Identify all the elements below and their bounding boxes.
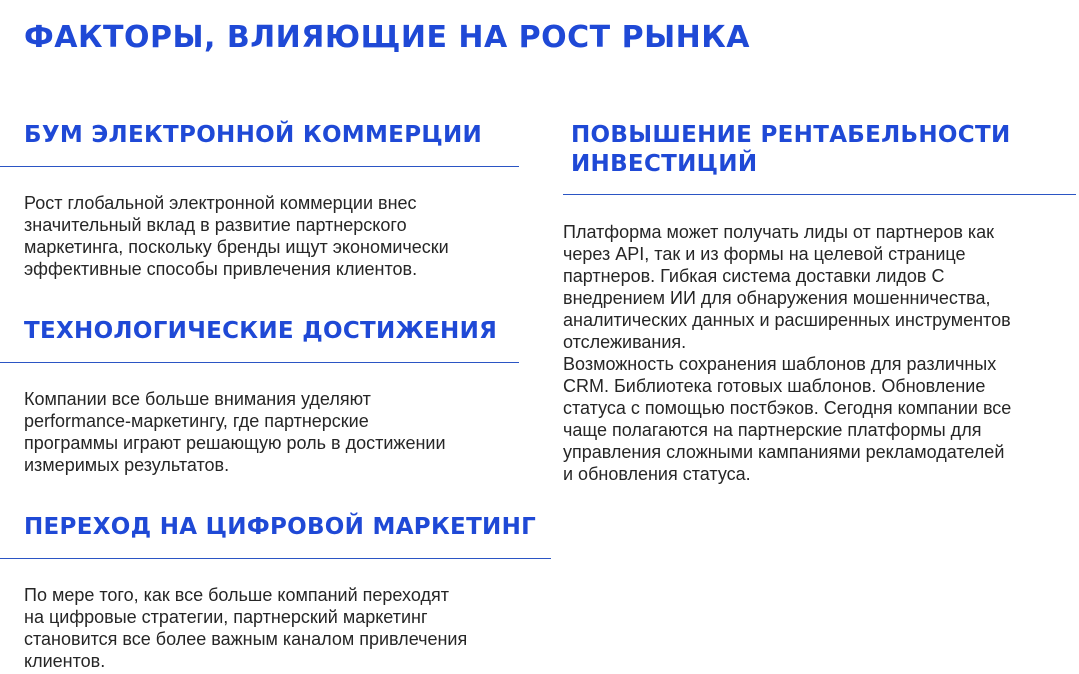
text-line: программы играют решающую роль в достижении — [24, 433, 446, 453]
text-line: Возможность сохранения шаблонов для различных — [563, 354, 997, 374]
section-divider — [563, 194, 1076, 195]
text-line: клиентов. — [24, 651, 106, 671]
text-line: По мере того, как все больше компаний переходят — [24, 585, 449, 605]
text-line: CRM. Библиотека готовых шаблонов. Обновление — [563, 376, 986, 396]
text-line: Компании все больше внимания уделяют — [24, 389, 371, 409]
text-line: эффективные способы привлечения клиентов. — [24, 259, 418, 279]
text-line: через API, так и из формы на целевой странице — [563, 244, 966, 264]
text-line: маркетинга, поскольку бренды ищут экономически — [24, 237, 449, 257]
text-line: на цифровые стратегии, партнерский маркетинг — [24, 607, 428, 627]
text-line: performance-маркетингу, где партнерские — [24, 411, 369, 431]
section-heading-tech: ТЕХНОЛОГИЧЕСКИЕ ДОСТИЖЕНИЯ — [24, 318, 498, 344]
text-line: измеримых результатов. — [24, 455, 230, 475]
heading-line: ПОВЫШЕНИЕ РЕНТАБЕЛЬНОСТИ — [571, 122, 1011, 148]
text-line: статуса с помощью постбэков. Сегодня компании все — [563, 398, 1012, 418]
page-title: ФАКТОРЫ, ВЛИЯЮЩИЕ НА РОСТ РЫНКА — [24, 20, 750, 55]
section-heading-roi — [571, 121, 1011, 179]
text-line: значительный вклад в развитие партнерского — [24, 215, 407, 235]
text-line: внедрением ИИ для обнаружения мошенничества, — [563, 288, 991, 308]
text-line: партнеров. Гибкая система доставки лидов С — [563, 266, 945, 286]
heading-line: ИНВЕСТИЦИЙ — [571, 151, 758, 177]
text-line: отслеживания. — [563, 332, 687, 352]
section-body-digital — [24, 584, 467, 672]
text-line: Рост глобальной электронной коммерции внес — [24, 193, 417, 213]
section-body-ecommerce — [24, 192, 449, 280]
text-line: становится все более важным каналом привлечения — [24, 629, 468, 649]
text-line: аналитических данных и расширенных инструментов — [563, 310, 1011, 330]
section-divider — [0, 166, 519, 167]
section-body-roi — [563, 221, 1011, 485]
text-line: управления сложными кампаниями рекламодателей — [563, 442, 1005, 462]
section-heading-ecommerce: БУМ ЭЛЕКТРОННОЙ КОММЕРЦИИ — [24, 122, 483, 148]
section-body-tech — [24, 388, 446, 476]
section-divider — [0, 558, 551, 559]
text-line: Платформа может получать лиды от партнеров как — [563, 222, 995, 242]
section-heading-digital: ПЕРЕХОД НА ЦИФРОВОЙ МАРКЕТИНГ — [24, 514, 537, 540]
text-line: и обновления статуса. — [563, 464, 751, 484]
text-line: чаще полагаются на партнерские платформы для — [563, 420, 982, 440]
section-divider — [0, 362, 519, 363]
